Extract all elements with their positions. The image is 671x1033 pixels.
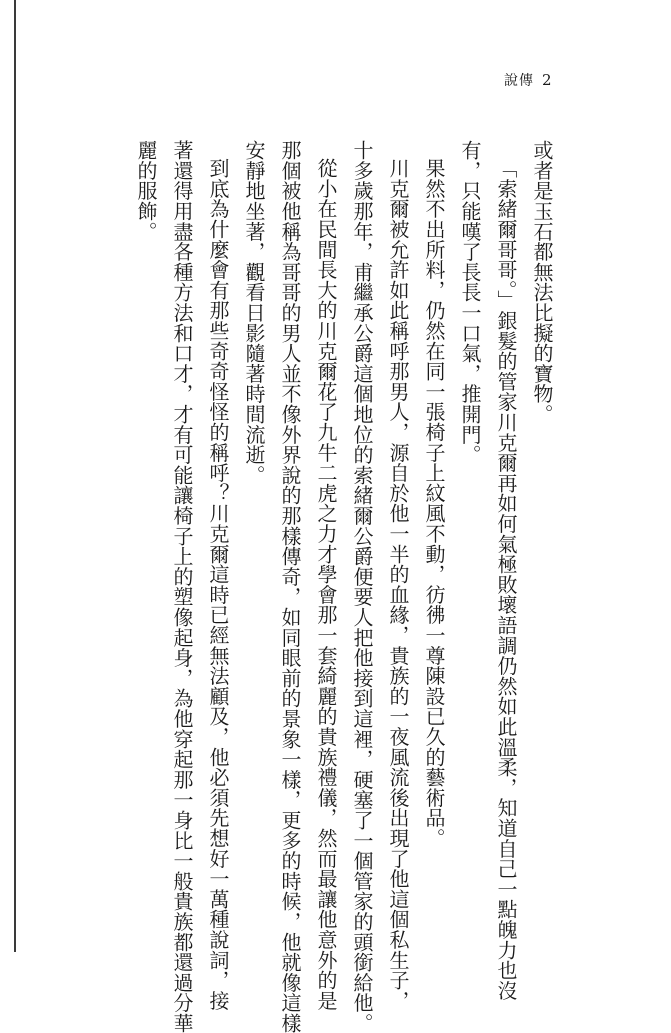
- text-column-2: 「索緒爾哥哥。」銀髮的管家川克爾再如何氣極敗壞語調仍然如此溫柔，知道自己一點魄力也沒: [494, 158, 518, 1001]
- page-number: 2: [542, 71, 553, 89]
- text-column-8: 那個被他稱為哥哥的男人並不像外界說的那樣傳奇，如同眼前的景象一樣，更多的時候，他就像這樣: [278, 140, 302, 1033]
- text-column-4: 果然不出所料，仍然在同一張椅子上紋風不動，彷彿一尊陳設已久的藝術品。: [422, 158, 446, 849]
- page-edge-rule: [14, 0, 16, 952]
- text-column-5: 川克爾被允許如此稱呼那男人，源自於他一半的血緣，貴族的一夜風流後出現了他這個私生子，: [386, 158, 410, 1011]
- text-column-3: 有，只能嘆了長長一口氣，推開門。: [458, 140, 482, 465]
- text-column-6: 十多歲那年，甫繼承公爵這個地位的索緒爾公爵便要人把他接到這裡，硬塞了一個管家的頭銜給他。: [350, 140, 374, 1033]
- text-column-11: 著還得用盡各種方法和口才，才有可能讓椅子上的塑像起身，為他穿起那一身比一般貴族都還過分華: [170, 140, 194, 1033]
- text-column-7: 從小在民間長大的川克爾花了九牛二虎之力才學會那一套綺麗的貴族禮儀，然而最讓他意外的是: [314, 158, 338, 1011]
- text-column-1: 或者是玉石都無法比擬的寶物。: [530, 140, 554, 425]
- header-title: 說傳: [504, 73, 534, 89]
- text-column-9: 安靜地坐著，觀看日影隨著時間流逝。: [242, 140, 266, 486]
- running-header: [504, 70, 553, 90]
- text-column-12: 麗的服飾。: [134, 140, 158, 242]
- text-column-10: 到底為什麼會有那些奇奇怪怪的稱呼？川克爾這時已經無法顧及，他必須先想好一萬種說詞，接: [206, 158, 230, 1011]
